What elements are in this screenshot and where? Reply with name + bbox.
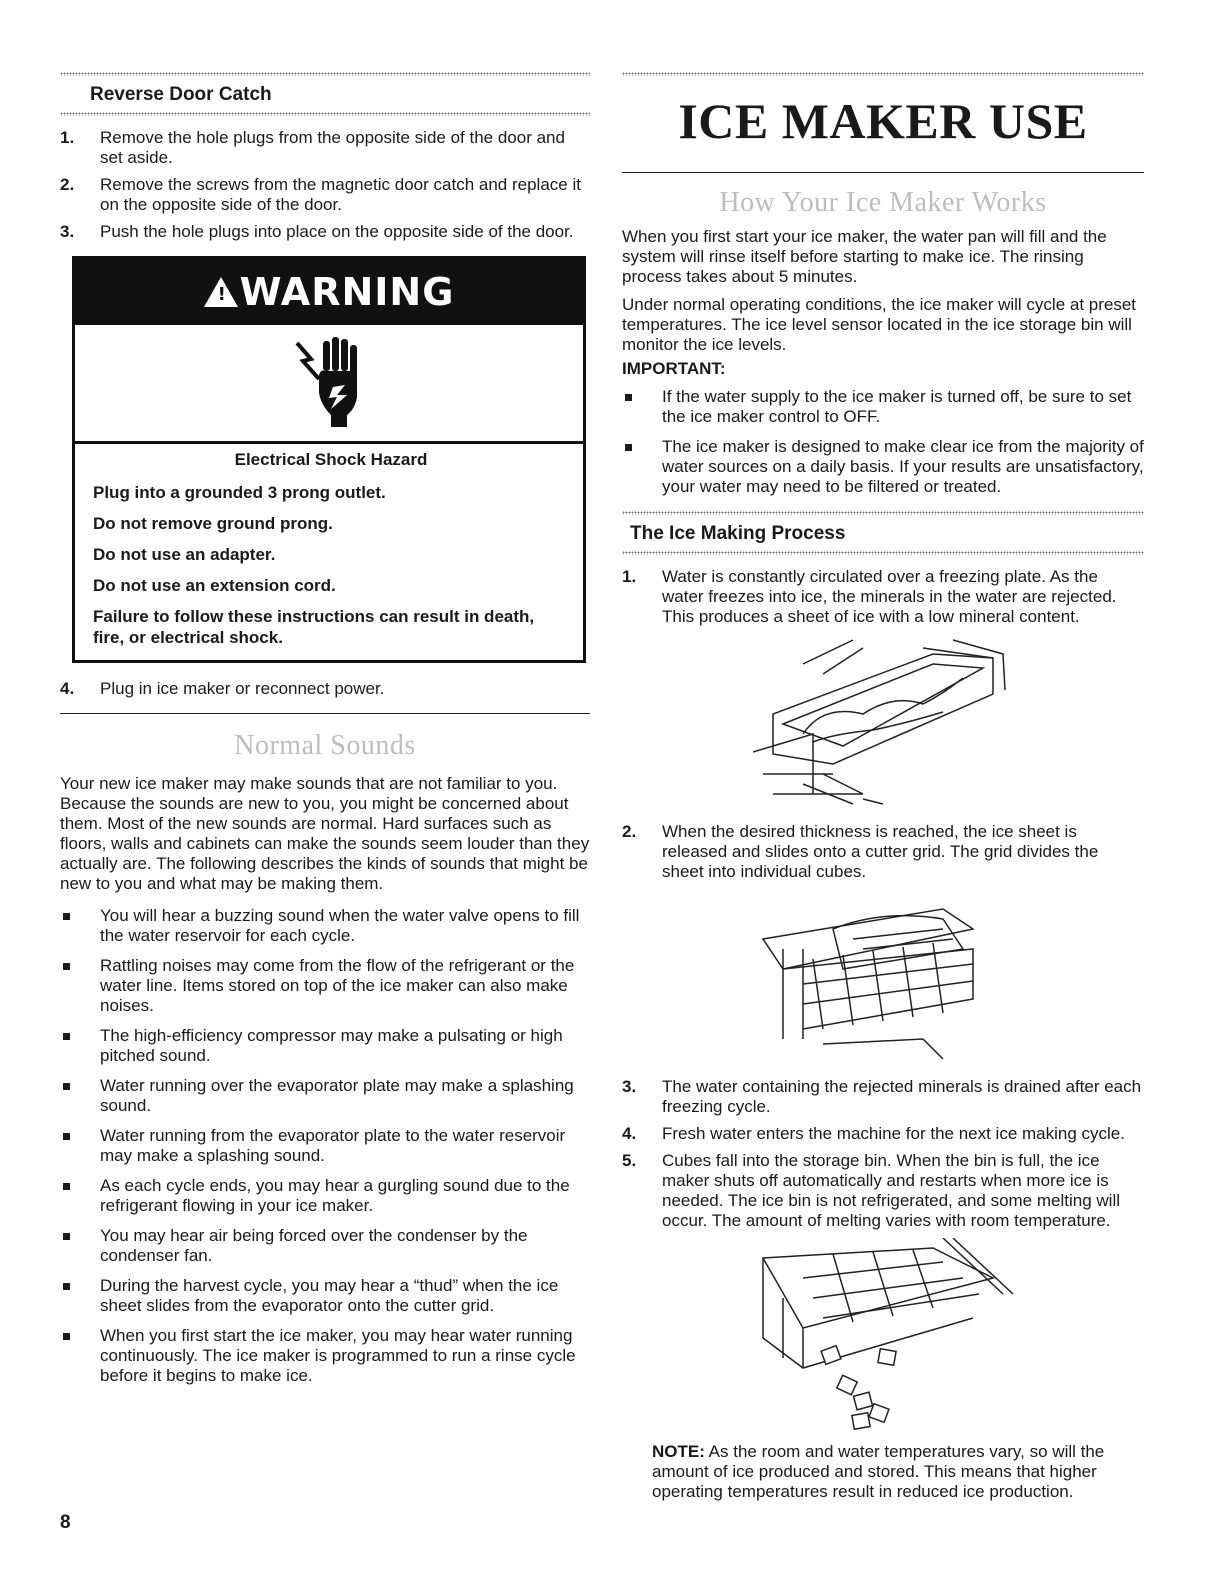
how-it-works-para-2: Under normal operating conditions, the ice maker will cycle at preset temperatures. The ice level sensor located in the ice storage bin will monitor the ice levels.	[622, 295, 1137, 354]
step-text: The water containing the rejected minerals is drained after each freezing cycle.	[662, 1077, 1142, 1116]
step-text: Water is constantly circulated over a freezing plate. As the water freezes into ice, the minerals in the water are rejected. This produces a sheet of ice with a low mineral content.	[662, 567, 1117, 626]
warning-line: Plug into a grounded 3 prong outlet.	[93, 483, 386, 502]
important-label: IMPORTANT:	[622, 359, 726, 378]
important-list	[622, 387, 1144, 497]
list-item	[60, 906, 590, 946]
warning-icon-area	[75, 325, 583, 444]
dotted-divider	[60, 72, 590, 76]
note-label: NOTE:	[652, 1442, 705, 1461]
reverse-door-catch-steps	[60, 128, 590, 242]
list-item-text: During the harvest cycle, you may hear a “thud” when the ice sheet slides from the evaporator onto the cutter grid.	[100, 1276, 559, 1315]
dotted-divider	[622, 72, 1144, 76]
how-it-works-title: How Your Ice Maker Works	[719, 187, 1047, 218]
page-number: 8	[60, 1512, 71, 1533]
reverse-door-catch-heading: Reverse Door Catch	[90, 84, 272, 105]
bullet-icon	[625, 444, 632, 451]
ice-making-process-heading: The Ice Making Process	[630, 523, 846, 544]
step-item	[622, 1151, 1144, 1231]
normal-sounds-list	[60, 906, 590, 1386]
list-item	[60, 956, 590, 1016]
bullet-icon	[63, 963, 70, 970]
process-step-1	[622, 567, 1144, 627]
step-number: 1.	[60, 128, 75, 147]
list-item-text: As each cycle ends, you may hear a gurgling sound due to the refrigerant flowing in your ice maker.	[100, 1176, 570, 1215]
process-step-2	[622, 822, 1144, 882]
step-item	[60, 175, 590, 215]
section-divider	[622, 172, 1144, 173]
step-number: 2.	[60, 175, 75, 194]
warning-header	[75, 259, 583, 325]
warning-line: Do not remove ground prong.	[93, 514, 333, 533]
hazard-title: Electrical Shock Hazard	[234, 450, 428, 469]
warning-text	[75, 444, 583, 660]
step-text: Plug in ice maker or reconnect power.	[100, 679, 385, 698]
list-item-text: The high-efficiency compressor may make a pulsating or high pitched sound.	[100, 1026, 563, 1065]
step-text: Fresh water enters the machine for the next ice making cycle.	[662, 1124, 1125, 1143]
left-column	[60, 0, 590, 1396]
note-paragraph	[652, 1442, 1144, 1502]
warning-box	[72, 256, 586, 663]
step-number: 1.	[622, 567, 637, 586]
warning-line: Do not use an extension cord.	[93, 576, 336, 595]
bullet-icon	[63, 1033, 70, 1040]
note-text: As the room and water temperatures vary, so will the amount of ice produced and stored. This means that higher operating temperatures result in reduced ice production.	[652, 1442, 1105, 1501]
list-item-text: You will hear a buzzing sound when the water valve opens to fill the water reservoir for each cycle.	[100, 906, 580, 945]
process-steps-3-5	[622, 1077, 1144, 1231]
step-number: 3.	[622, 1077, 637, 1096]
list-item	[60, 1026, 590, 1066]
warning-line: Do not use an adapter.	[93, 545, 276, 564]
bullet-icon	[63, 1133, 70, 1140]
list-item	[622, 387, 1144, 427]
warning-label: WARNING	[239, 270, 455, 314]
normal-sounds-intro: Your new ice maker may make sounds that are not familiar to you. Because the sounds are new to you, you might be concerned about them. Most of the new sounds are normal. Hard surfaces such as floors, walls and cabinets can make the sounds seem louder than they actually are. The following describes the kinds of sounds that might be new to you and what may be making them.	[60, 774, 590, 893]
list-item	[60, 1126, 590, 1166]
step-text: When the desired thickness is reached, the ice sheet is released and slides onto a cutter grid. The grid divides the sheet into individual cubes.	[662, 822, 1099, 881]
list-item	[60, 1076, 590, 1116]
step-text: Cubes fall into the storage bin. When the bin is full, the ice maker shuts off automatically and restarts when more ice is needed. The ice bin is not refrigerated, and some melting will occur. The amount of melting varies with room temperature.	[662, 1151, 1120, 1230]
warning-line: Failure to follow these instructions can result in death, fire, or electrical shock.	[93, 607, 535, 647]
list-item-text: You may hear air being forced over the condenser by the condenser fan.	[100, 1226, 528, 1265]
freezing-plate-illustration	[743, 634, 1023, 814]
bullet-icon	[625, 394, 632, 401]
dotted-divider	[60, 112, 590, 116]
bullet-icon	[63, 913, 70, 920]
step-4-list	[60, 679, 590, 699]
step-number: 4.	[622, 1124, 637, 1143]
step-number: 4.	[60, 679, 75, 698]
step-item	[60, 679, 590, 699]
step-text: Remove the hole plugs from the opposite side of the door and set aside.	[100, 128, 565, 167]
list-item	[60, 1326, 590, 1386]
page-title: ICE MAKER USE	[678, 93, 1088, 149]
step-text: Push the hole plugs into place on the opposite side of the door.	[100, 222, 574, 241]
dotted-divider	[622, 551, 1144, 555]
how-it-works-para-1: When you first start your ice maker, the water pan will fill and the system will rinse itself before starting to make ice. The rinsing process takes about 5 minutes.	[622, 227, 1107, 286]
list-item-text: If the water supply to the ice maker is turned off, be sure to set the ice maker control to OFF.	[662, 387, 1132, 426]
dotted-divider	[622, 511, 1144, 515]
list-item	[60, 1276, 590, 1316]
step-item	[60, 222, 590, 242]
list-item	[622, 437, 1144, 497]
section-divider	[60, 713, 590, 714]
bullet-icon	[63, 1083, 70, 1090]
step-number: 3.	[60, 222, 75, 241]
step-item	[622, 1124, 1144, 1144]
step-item	[622, 1077, 1144, 1117]
electrical-shock-hand-icon	[289, 335, 369, 431]
ice-cubes-falling-illustration	[743, 1238, 1023, 1438]
list-item-text: The ice maker is designed to make clear ice from the majority of water sources on a daily basis. If your results are unsatisfactory, your water may need to be filtered or treated.	[662, 437, 1144, 496]
step-item	[622, 822, 1144, 882]
cutter-grid-illustration	[743, 889, 1023, 1069]
normal-sounds-title: Normal Sounds	[234, 730, 416, 761]
step-item	[622, 567, 1144, 627]
list-item-text: Water running over the evaporator plate may make a splashing sound.	[100, 1076, 574, 1115]
list-item-text: Rattling noises may come from the flow of the refrigerant or the water line. Items stored on top of the ice maker can also make noises.	[100, 956, 575, 1015]
step-item	[60, 128, 590, 168]
bullet-icon	[63, 1283, 70, 1290]
warning-triangle-icon: !	[204, 277, 238, 307]
bullet-icon	[63, 1183, 70, 1190]
list-item-text: Water running from the evaporator plate to the water reservoir may make a splashing sound.	[100, 1126, 566, 1165]
bullet-icon	[63, 1333, 70, 1340]
bullet-icon	[63, 1233, 70, 1240]
list-item-text: When you first start the ice maker, you may hear water running continuously. The ice maker is programmed to run a rinse cycle before it begins to make ice.	[100, 1326, 576, 1385]
step-number: 2.	[622, 822, 637, 841]
right-column	[622, 0, 1144, 1502]
list-item	[60, 1226, 590, 1266]
list-item	[60, 1176, 590, 1216]
step-number: 5.	[622, 1151, 637, 1170]
step-text: Remove the screws from the magnetic door catch and replace it on the opposite side of the door.	[100, 175, 581, 214]
